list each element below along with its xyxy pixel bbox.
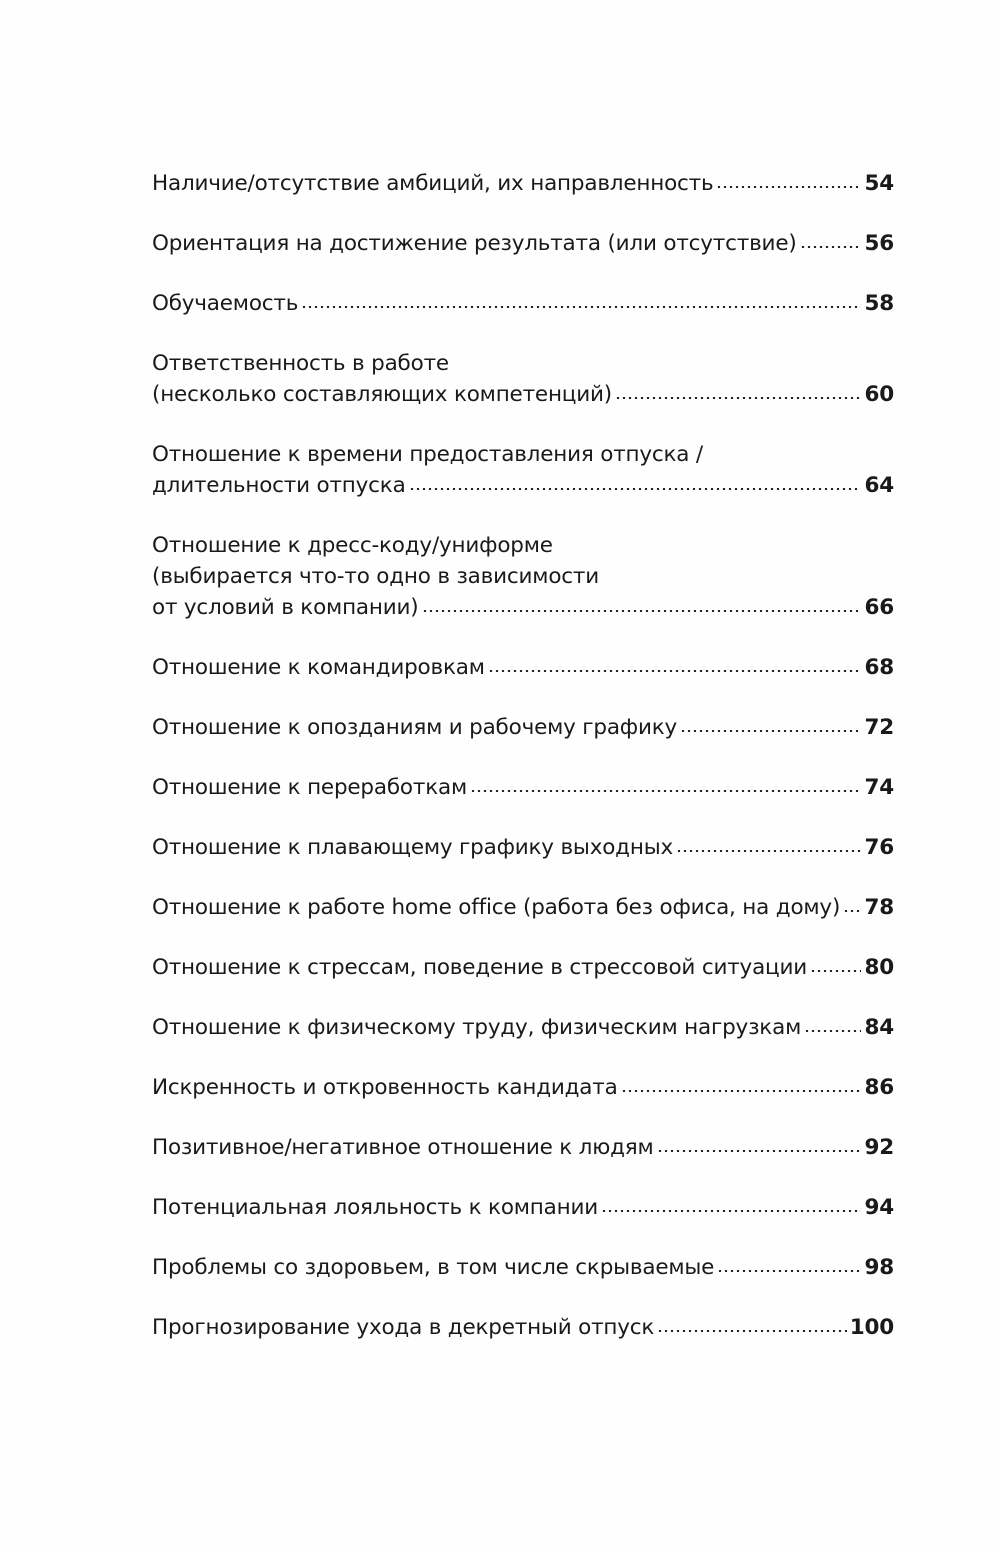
- toc-entry: [152, 168, 894, 199]
- toc-entry-last-line: [152, 1312, 894, 1343]
- toc-entry-last-line: [152, 952, 894, 983]
- toc-entry: [152, 652, 894, 683]
- dot-leader: [716, 186, 861, 188]
- toc-entry-title-line: Отношение к дресс-коду/униформе: [152, 533, 553, 558]
- dot-leader: [488, 670, 862, 672]
- toc-entry-last-line: [152, 1132, 894, 1163]
- dot-leader: [843, 910, 861, 912]
- toc-entry-title-line: Отношение к стрессам, поведение в стрессовой ситуации: [152, 955, 808, 980]
- toc-entry-title-line: Потенциальная лояльность к компании: [152, 1195, 599, 1220]
- toc-entry: [152, 288, 894, 319]
- toc-page-number: 66: [864, 595, 894, 620]
- toc-entry-title-line: Отношение к физическому труду, физическим нагрузкам: [152, 1015, 802, 1040]
- toc-entry: [152, 1252, 894, 1283]
- toc-page-number: 80: [864, 955, 894, 980]
- dot-leader: [800, 246, 862, 248]
- toc-entry: [152, 228, 894, 259]
- toc-entry-last-line: [152, 712, 894, 743]
- toc-entry: [152, 952, 894, 983]
- toc-entry-last-line: [152, 1072, 894, 1103]
- toc-entry: [152, 439, 894, 501]
- toc-entry-last-line: [152, 168, 894, 199]
- toc-entry-last-line: [152, 288, 894, 319]
- toc-entry: [152, 1312, 894, 1343]
- toc-entry-last-line: [152, 652, 894, 683]
- toc-entry-title-line: от условий в компании): [152, 595, 419, 620]
- table-of-contents: [152, 168, 894, 1372]
- dot-leader: [657, 1150, 862, 1152]
- toc-page-number: 72: [864, 715, 894, 740]
- toc-page-number: 84: [864, 1015, 894, 1040]
- toc-page-number: 100: [849, 1315, 894, 1340]
- dot-leader: [621, 1090, 862, 1092]
- toc-entry-last-line: [152, 228, 894, 259]
- dot-leader: [676, 850, 861, 852]
- dot-leader: [422, 610, 862, 612]
- toc-entry: [152, 1192, 894, 1223]
- toc-entry-title-line: Прогнозирование ухода в декретный отпуск: [152, 1315, 655, 1340]
- toc-entry: [152, 348, 894, 410]
- toc-entry: [152, 1072, 894, 1103]
- toc-entry: [152, 1012, 894, 1043]
- dot-leader: [409, 488, 862, 490]
- toc-page-number: 78: [864, 895, 894, 920]
- toc-entry-last-line: [152, 1192, 894, 1223]
- toc-entry-title-line: Отношение к работе home office (работа без офиса, на дому): [152, 895, 841, 920]
- toc-entry: [152, 832, 894, 863]
- toc-page-number: 92: [864, 1135, 894, 1160]
- toc-entry-title-line: Отношение к командировкам: [152, 655, 485, 680]
- toc-page-number: 86: [864, 1075, 894, 1100]
- toc-page-number: 58: [864, 291, 894, 316]
- dot-leader: [615, 397, 862, 399]
- toc-entry-last-line: [152, 592, 894, 623]
- dot-leader: [680, 730, 861, 732]
- toc-entry-title-line: Обучаемость: [152, 291, 299, 316]
- toc-page-number: 74: [864, 775, 894, 800]
- dot-leader: [717, 1270, 861, 1272]
- dot-leader: [301, 306, 861, 308]
- toc-entry-title-line: (несколько составляющих компетенций): [152, 382, 612, 407]
- toc-entry: [152, 530, 894, 623]
- dot-leader: [470, 790, 861, 792]
- toc-entry-title-line: Искренность и откровенность кандидата: [152, 1075, 618, 1100]
- toc-page-number: 64: [864, 473, 894, 498]
- toc-entry-last-line: [152, 1252, 894, 1283]
- toc-page-number: 76: [864, 835, 894, 860]
- toc-entry-title-line: Проблемы со здоровьем, в том числе скрываемые: [152, 1255, 715, 1280]
- toc-entry: [152, 1132, 894, 1163]
- toc-entry-title-line: Отношение к переработкам: [152, 775, 467, 800]
- toc-page-number: 60: [864, 382, 894, 407]
- toc-entry: [152, 772, 894, 803]
- toc-entry-last-line: [152, 470, 894, 501]
- toc-entry-title-line: длительности отпуска: [152, 473, 406, 498]
- toc-entry-title-line: Позитивное/негативное отношение к людям: [152, 1135, 654, 1160]
- toc-page-number: 54: [864, 171, 894, 196]
- toc-page-number: 98: [864, 1255, 894, 1280]
- toc-page-number: 94: [864, 1195, 894, 1220]
- toc-entry-title-line: Ориентация на достижение результата (или отсутствие): [152, 231, 797, 256]
- toc-entry-title-line: Отношение к опозданиям и рабочему графику: [152, 715, 678, 740]
- toc-entry-last-line: [152, 772, 894, 803]
- dot-leader: [601, 1210, 861, 1212]
- toc-entry: [152, 712, 894, 743]
- toc-entry-title-line: Наличие/отсутствие амбиций, их направленность: [152, 171, 714, 196]
- toc-entry-last-line: [152, 892, 894, 923]
- dot-leader: [657, 1330, 847, 1332]
- toc-entry: [152, 892, 894, 923]
- toc-entry-title-line: (выбирается что-то одно в зависимости: [152, 564, 599, 589]
- dot-leader: [804, 1030, 861, 1032]
- toc-entry-title-line: Ответственность в работе: [152, 351, 449, 376]
- toc-entry-title-line: Отношение к плавающему графику выходных: [152, 835, 674, 860]
- toc-entry-last-line: [152, 832, 894, 863]
- toc-entry-last-line: [152, 379, 894, 410]
- toc-page-number: 68: [864, 655, 894, 680]
- toc-entry-last-line: [152, 1012, 894, 1043]
- toc-page-number: 56: [864, 231, 894, 256]
- toc-entry-title-line: Отношение к времени предоставления отпуска /: [152, 442, 703, 467]
- dot-leader: [810, 970, 861, 972]
